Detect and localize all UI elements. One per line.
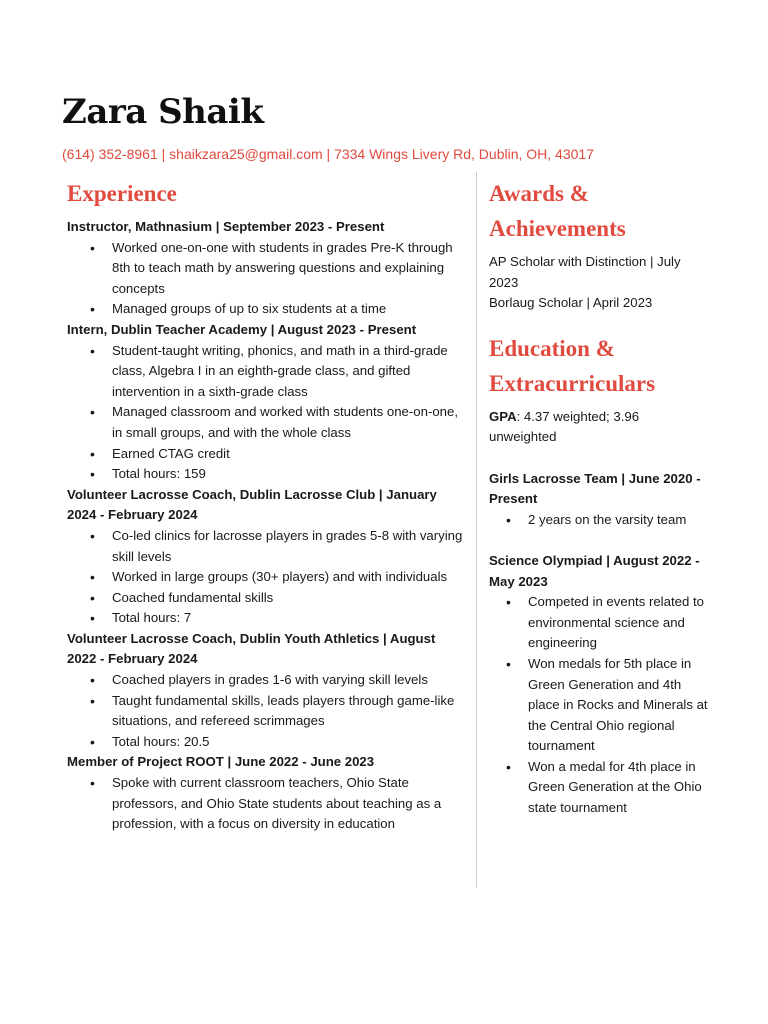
list-item: • Total hours: 159 bbox=[112, 464, 467, 485]
job-bullets bbox=[67, 341, 467, 485]
list-item: • Coached fundamental skills bbox=[112, 588, 467, 609]
job-title: Instructor, Mathnasium | September 2023 - Present bbox=[67, 219, 385, 234]
list-item: • Total hours: 7 bbox=[112, 608, 467, 629]
list-item: • Worked in large groups (30+ players) and with individuals bbox=[112, 567, 467, 588]
list-item: • Won a medal for 4th place in Green Generation at the Ohio state tournament bbox=[528, 757, 709, 819]
list-item: • Competed in events related to environmental science and engineering bbox=[528, 592, 709, 654]
list-item: • Spoke with current classroom teachers, Ohio State professors, and Ohio State students about teaching as a profession, with a focus on diversity in education bbox=[112, 773, 467, 835]
job-title: Member of Project ROOT | June 2022 - June 2023 bbox=[67, 754, 375, 770]
activity-title: Science Olympiad | August 2022 - May 2023 bbox=[489, 552, 700, 589]
gpa-line bbox=[489, 407, 709, 448]
job-title: Volunteer Lacrosse Coach, Dublin Lacrosse Club | January 2024 - February 2024 bbox=[67, 486, 437, 523]
contact-info: (614) 352-8961 | shaikzara25@gmail.com | 7334 Wings Livery Rd, Dublin, OH, 43017 bbox=[62, 146, 594, 162]
awards-heading: Awards & Achievements bbox=[489, 181, 626, 241]
job-title: Intern, Dublin Teacher Academy | August 2023 - Present bbox=[67, 321, 417, 337]
award-item: AP Scholar with Distinction | July 2023 bbox=[489, 254, 681, 290]
activity-bullets bbox=[489, 510, 709, 531]
gpa-label: GPA bbox=[489, 408, 517, 424]
experience-heading: Experience bbox=[67, 181, 177, 206]
candidate-name: Zara Shaik bbox=[62, 92, 264, 132]
list-item: • Co-led clinics for lacrosse players in grades 5-8 with varying skill levels bbox=[112, 526, 467, 567]
list-item: • Coached players in grades 1-6 with varying skill levels bbox=[112, 670, 467, 691]
list-item: • Managed classroom and worked with students one-on-one, in small groups, and with the whole class bbox=[112, 402, 467, 443]
award-item: Borlaug Scholar | April 2023 bbox=[489, 295, 653, 311]
activity-title: Girls Lacrosse Team | June 2020 - Present bbox=[489, 470, 701, 507]
list-item: • Managed groups of up to six students at a time bbox=[112, 299, 467, 320]
education-heading: Education & Extracurriculars bbox=[489, 335, 656, 396]
sidebar-column bbox=[489, 176, 709, 819]
job-bullets bbox=[67, 670, 467, 752]
column-divider bbox=[476, 172, 477, 888]
job-bullets bbox=[67, 238, 467, 320]
list-item: • Worked one-on-one with students in grades Pre-K through 8th to teach math by answering questions and explaining concepts bbox=[112, 238, 467, 300]
list-item: • Won medals for 5th place in Green Generation and 4th place in Rocks and Minerals at the Central Ohio regional tournament bbox=[528, 654, 709, 757]
list-item: • 2 years on the varsity team bbox=[528, 510, 709, 531]
job-title: Volunteer Lacrosse Coach, Dublin Youth Athletics | August 2022 - February 2024 bbox=[67, 630, 436, 667]
gpa-value: : 4.37 weighted; 3.96 unweighted bbox=[489, 408, 640, 445]
activity-bullets bbox=[489, 592, 709, 819]
list-item: • Student-taught writing, phonics, and math in a third-grade class, Algebra I in an eighth-grade class, and gifted intervention in a sixth-grade class bbox=[112, 341, 467, 403]
job-bullets bbox=[67, 773, 467, 835]
list-item: • Taught fundamental skills, leads players through game-like situations, and refereed scrimmages bbox=[112, 691, 467, 732]
experience-section bbox=[67, 176, 467, 835]
job-bullets bbox=[67, 526, 467, 629]
list-item: • Total hours: 20.5 bbox=[112, 732, 467, 753]
list-item: • Earned CTAG credit bbox=[112, 444, 467, 465]
